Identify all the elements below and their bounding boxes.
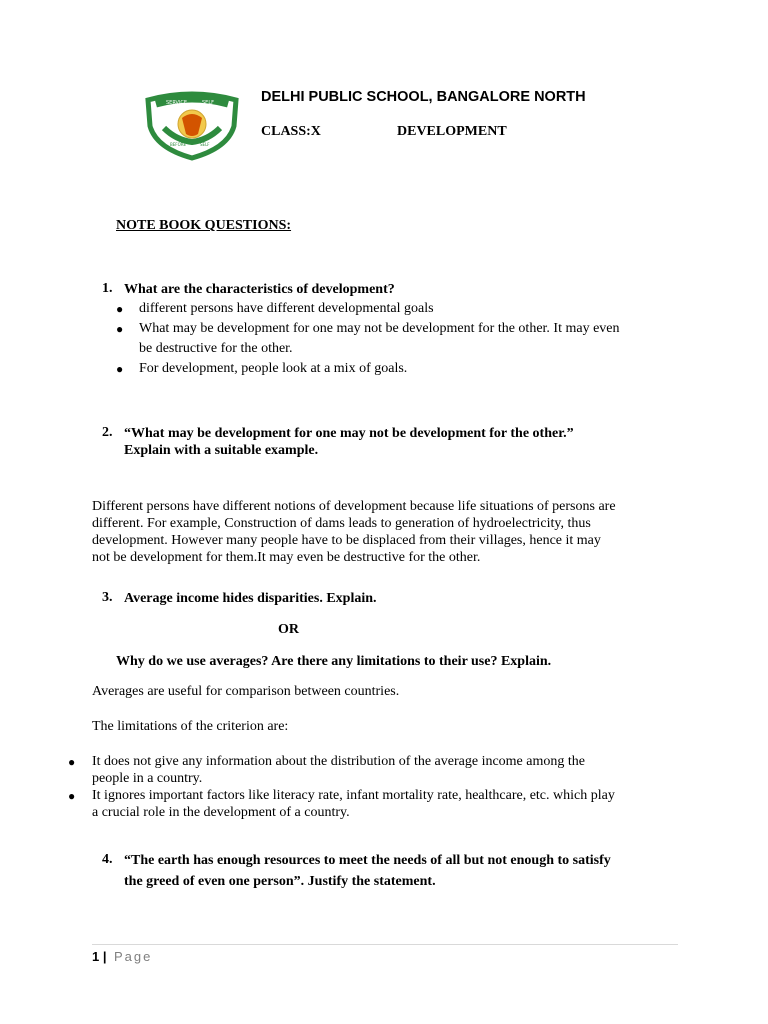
list-item-continuation: be destructive for the other. <box>139 341 293 356</box>
list-item: It ignores important factors like literacy rate, infant mortality rate, healthcare, etc. which play <box>92 788 615 803</box>
svg-text:SERVICE: SERVICE <box>166 100 188 106</box>
or-separator: OR <box>278 622 299 637</box>
section-heading: NOTE BOOK QUESTIONS: <box>116 218 292 233</box>
page-number: 1 | <box>92 949 107 964</box>
question-number: 4. <box>102 852 113 867</box>
bullet-icon: ● <box>116 302 124 316</box>
list-item: different persons have different developmental goals <box>139 301 434 316</box>
svg-text:SELF: SELF <box>200 142 210 147</box>
question-text: Average income hides disparities. Explain. <box>124 591 377 606</box>
question-text: Why do we use averages? Are there any limitations to their use? Explain. <box>116 654 552 669</box>
question-text: “What may be development for one may not be development for the other.” <box>124 426 574 441</box>
subject-title: DEVELOPMENT <box>397 124 507 139</box>
question-text: the greed of even one person”. Justify the statement. <box>124 874 436 889</box>
question-number: 3. <box>102 590 113 605</box>
list-item: For development, people look at a mix of goals. <box>139 361 408 376</box>
question-text: “The earth has enough resources to meet the needs of all but not enough to satisfy <box>124 853 611 868</box>
answer-line: Different persons have different notions of development because life situations of persons are <box>92 499 616 514</box>
class-label: CLASS:X <box>261 124 321 139</box>
bullet-icon: ● <box>116 362 124 376</box>
list-item: What may be development for one may not be development for the other. It may even <box>139 321 620 336</box>
list-item-continuation: people in a country. <box>92 771 203 786</box>
answer-line: development. However many people have to be displaced from their villages, hence it may <box>92 533 601 548</box>
footer-divider <box>92 944 678 945</box>
question-number: 1. <box>102 281 113 296</box>
svg-text:SELF: SELF <box>202 100 214 106</box>
question-number: 2. <box>102 425 113 440</box>
bullet-icon: ● <box>68 789 76 803</box>
bullet-icon: ● <box>116 322 124 336</box>
question-text: Explain with a suitable example. <box>124 443 319 458</box>
answer-line: different. For example, Construction of dams leads to generation of hydroelectricity, thus <box>92 516 591 531</box>
list-item-continuation: a crucial role in the development of a country. <box>92 805 350 820</box>
answer-line: The limitations of the criterion are: <box>92 719 289 734</box>
school-logo <box>136 82 248 162</box>
question-text: What are the characteristics of development? <box>124 282 395 297</box>
bullet-icon: ● <box>68 755 76 769</box>
answer-line: not be development for them.It may even be destructive for the other. <box>92 550 481 565</box>
list-item: It does not give any information about the distribution of the average income among the <box>92 754 585 769</box>
svg-text:BEFORE: BEFORE <box>170 142 187 147</box>
answer-line: Averages are useful for comparison between countries. <box>92 684 400 699</box>
page-label: Page <box>114 949 153 964</box>
school-name: DELHI PUBLIC SCHOOL, BANGALORE NORTH <box>261 89 586 105</box>
